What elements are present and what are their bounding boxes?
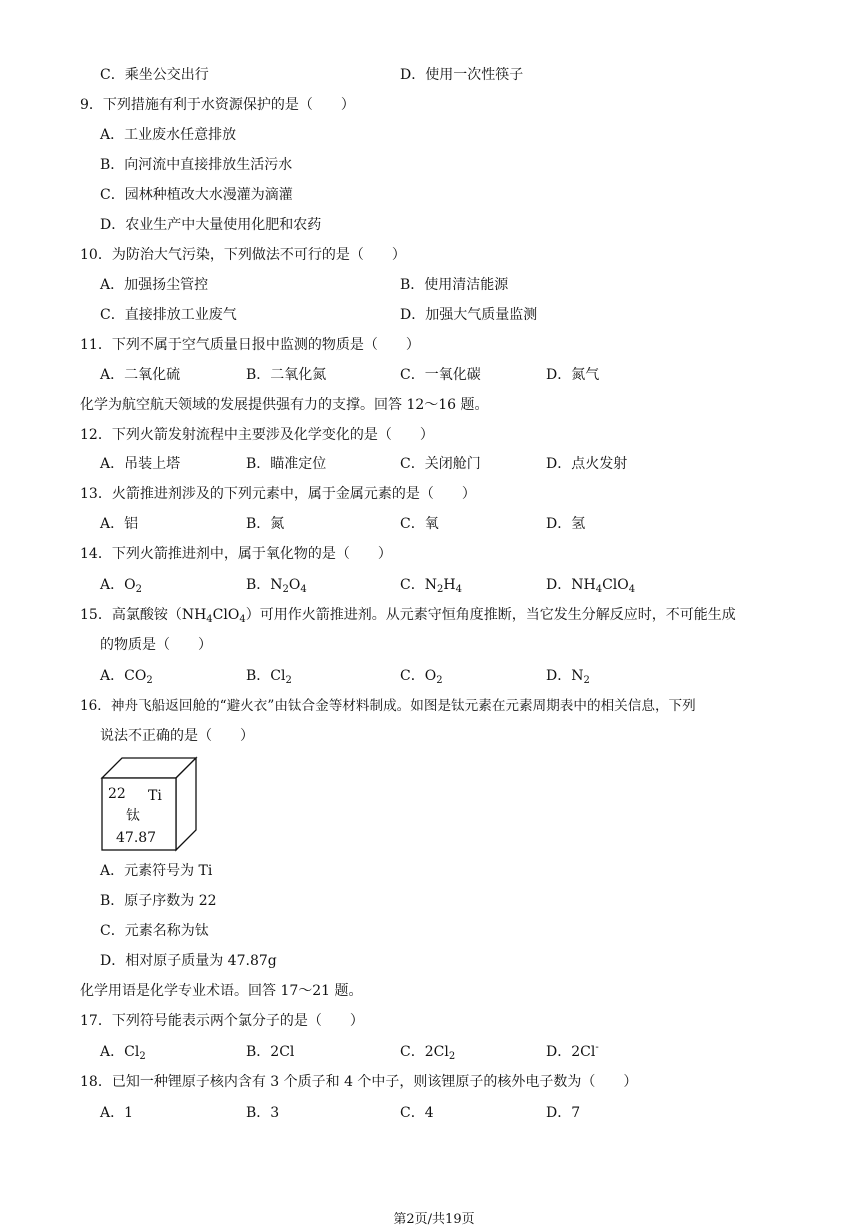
q13-option-c: C．氧 [400,516,439,532]
q9-option-d: D．农业生产中大量使用化肥和农药 [100,217,322,233]
q12-option-a: A．吊装上塔 [100,456,181,472]
q18-option-a: A．1 [100,1105,134,1121]
q17-option-d: D．2Cl- [546,1042,599,1060]
q15-option-a: A．$CO_2$ [100,668,153,686]
q14-option-a: A．$O_2$ [100,577,142,595]
q13-option-d: D．氢 [546,516,586,532]
q15-option-c: C．$O_2$ [400,668,443,686]
q15-stem-line1: 15．高氯酸铵$(NH_4ClO_4)$可用作火箭推进剂。从元素守恒角度推断，当它发生分解反应时，不可能生成 [80,607,736,625]
q16-option-a: A．元素符号为 Ti [100,863,213,879]
q9-stem: 9．下列措施有利于水资源保护的是（ ） [80,97,355,113]
q12-option-c: C．关闭舱门 [400,456,481,472]
q16-option-b: B．原子序数为 22 [100,893,217,909]
q9-option-a: A．工业废水任意排放 [100,127,237,143]
q15-option-b: B．$Cl_2$ [246,668,292,686]
q9-option-c: C．园林种植改大水漫灌为滴灌 [100,187,293,203]
q11-option-d: D．氮气 [546,367,600,383]
q16-option-d: D．相对原子质量为 47.87g [100,953,277,969]
element-symbol: Ti [148,788,162,804]
q16-stem-line2: 说法不正确的是（ ） [100,728,254,744]
q10-option-c: C．直接排放工业废气 [100,307,237,323]
q12-option-d: D．点火发射 [546,456,628,472]
section-intro-12-16: 化学为航空航天领域的发展提供强有力的支撑。回答 12～16 题。 [80,397,489,413]
page-number-footer: 第2页/共19页 [393,1212,475,1227]
q10-stem: 10．为防治大气污染，下列做法不可行的是（ ） [80,247,406,263]
q17-option-b: B．2Cl [246,1044,295,1060]
q17-option-c: C．$2Cl_2$ [400,1044,456,1062]
titanium-element-cell-figure [100,756,198,852]
q16-option-c: C．元素名称为钛 [100,923,209,939]
q18-option-c: C．4 [400,1105,434,1121]
q13-option-b: B．氮 [246,516,285,532]
q10-option-a: A．加强扬尘管控 [100,277,209,293]
q13-option-a: A．铝 [100,516,139,532]
q11-option-a: A．二氧化硫 [100,367,181,383]
q18-option-d: D．7 [546,1105,581,1121]
q15-stem-line2: 的物质是（ ） [100,637,212,653]
q8-option-d: D．使用一次性筷子 [400,67,524,83]
atomic-mass: 47.87 [116,830,157,846]
q14-option-d: D．$NH_4ClO_4$ [546,577,636,595]
q18-stem: 18．已知一种锂原子核内含有 3 个质子和 4 个中子，则该锂原子的核外电子数为（ ） [80,1074,638,1090]
q8-option-c: C．乘坐公交出行 [100,67,209,83]
q14-option-b: B．$N_2O_4$ [246,577,307,595]
q15-option-d: D．$N_2$ [546,668,590,686]
element-name: 钛 [126,808,140,824]
q13-stem: 13．火箭推进剂涉及的下列元素中，属于金属元素的是（ ） [80,486,476,502]
atomic-number: 22 [108,786,126,802]
q17-stem: 17．下列符号能表示两个氯分子的是（ ） [80,1013,364,1029]
q11-stem: 11．下列不属于空气质量日报中监测的物质是（ ） [80,337,420,353]
q10-option-d: D．加强大气质量监测 [400,307,538,323]
q14-option-c: C．$N_2H_4$ [400,577,462,595]
q17-option-a: A．$Cl_2$ [100,1044,146,1062]
section-intro-17-21: 化学用语是化学专业术语。回答 17～21 题。 [80,983,363,999]
q11-option-b: B．二氧化氮 [246,367,327,383]
q11-option-c: C．一氧化碳 [400,367,481,383]
q14-stem: 14．下列火箭推进剂中，属于氧化物的是（ ） [80,546,392,562]
q18-option-b: B．3 [246,1105,280,1121]
q9-option-b: B．向河流中直接排放生活污水 [100,157,293,173]
q16-stem-line1: 16．神舟飞船返回舱的“避火衣”由钛合金等材料制成。如图是钛元素在元素周期表中的相关信息，下列 [80,698,696,714]
q12-stem: 12．下列火箭发射流程中主要涉及化学变化的是（ ） [80,427,434,443]
q10-option-b: B．使用清洁能源 [400,277,509,293]
q12-option-b: B．瞄准定位 [246,456,327,472]
